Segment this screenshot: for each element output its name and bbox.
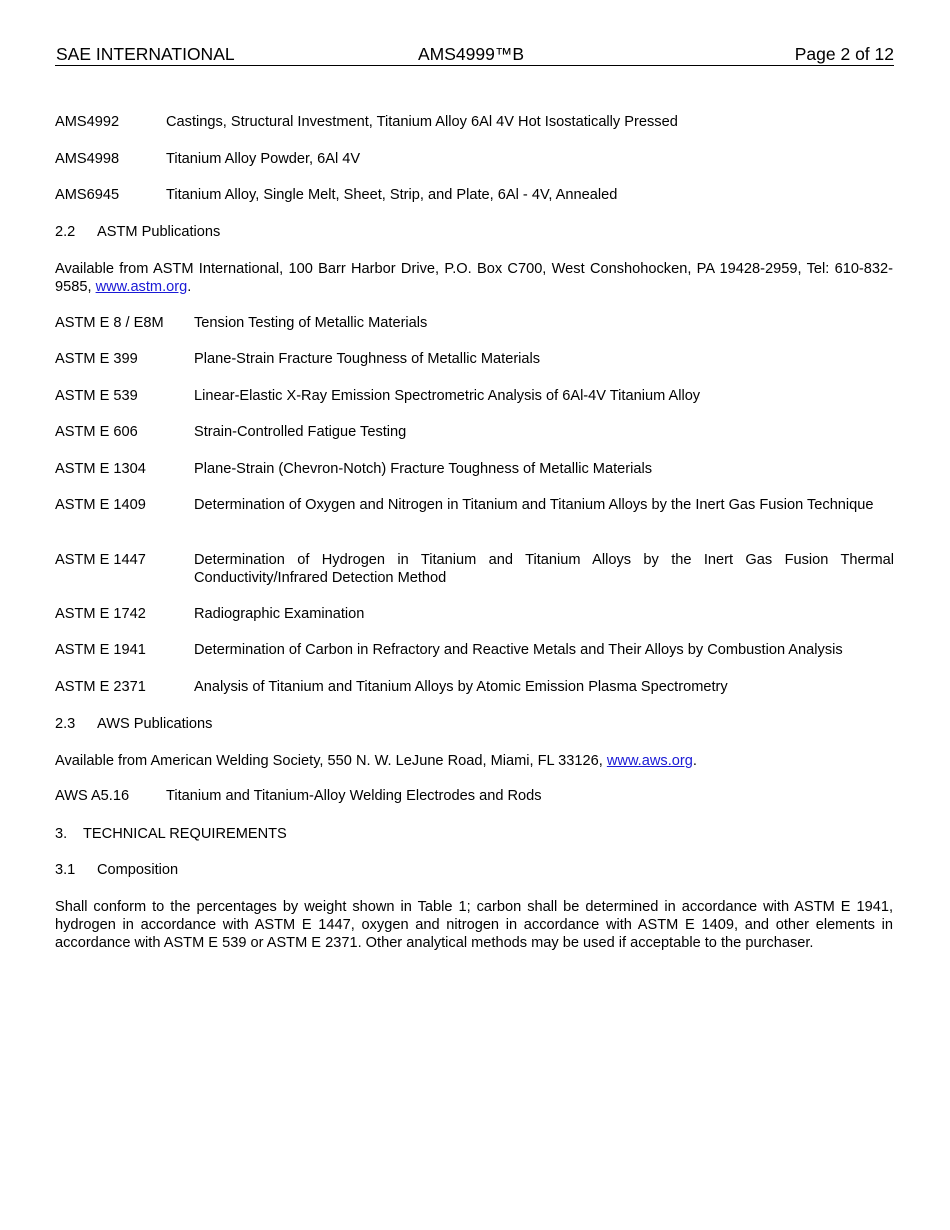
reference-code: ASTM E 8 / E8M	[55, 315, 164, 331]
astm-reference	[55, 315, 894, 333]
reference-title: Determination of Hydrogen in Titanium and Titanium Alloys by the Inert Gas Fusion Thermal Conductivity/Infrared Detection Method	[194, 552, 894, 586]
header-page-number: Page 2 of 12	[794, 44, 894, 64]
reference-code: AMS4998	[55, 151, 120, 167]
period: .	[187, 279, 192, 295]
section-title: Composition	[97, 862, 179, 878]
section-number: 3.	[55, 826, 68, 842]
astm-reference	[55, 642, 894, 660]
astm-reference	[55, 351, 894, 369]
section-number: 3.1	[55, 862, 76, 878]
section-number: 2.3	[55, 716, 76, 732]
period: .	[692, 753, 697, 769]
reference-title: Radiographic Examination	[194, 606, 365, 622]
astm-availability	[55, 260, 893, 296]
section-heading-3-1	[55, 861, 178, 879]
header-publisher: SAE INTERNATIONAL	[56, 44, 235, 64]
ams-reference	[55, 187, 894, 205]
astm-link[interactable]: www.astm.org	[95, 279, 188, 295]
astm-reference	[55, 606, 894, 624]
reference-title: Linear-Elastic X-Ray Emission Spectrometric Analysis of 6Al-4V Titanium Alloy	[194, 388, 701, 404]
reference-title: Determination of Oxygen and Nitrogen in Titanium and Titanium Alloys by the Inert Gas Fusion Technique	[194, 497, 874, 513]
availability-text: Available from ASTM International, 100 Barr Harbor Drive, P.O. Box C700, West Conshohocken, PA 19428-2959, Tel: 610-832-9585,	[55, 261, 893, 295]
section-title: TECHNICAL REQUIREMENTS	[83, 826, 287, 842]
reference-code: ASTM E 1447	[55, 552, 146, 568]
astm-reference	[55, 497, 894, 515]
astm-reference	[55, 388, 894, 406]
astm-reference	[55, 424, 894, 442]
section-title: ASTM Publications	[97, 224, 221, 240]
reference-code: ASTM E 1304	[55, 461, 146, 477]
astm-reference	[55, 461, 894, 479]
reference-code: ASTM E 1409	[55, 497, 146, 513]
reference-title: Titanium Alloy, Single Melt, Sheet, Strip, and Plate, 6Al - 4V, Annealed	[166, 187, 618, 203]
section-number: 2.2	[55, 224, 76, 240]
reference-title: Strain-Controlled Fatigue Testing	[194, 424, 407, 440]
reference-title: Analysis of Titanium and Titanium Alloys by Atomic Emission Plasma Spectrometry	[194, 679, 728, 695]
astm-reference	[55, 679, 894, 697]
composition-paragraph: Shall conform to the percentages by weight shown in Table 1; carbon shall be determined in accordance with ASTM E 1941, hydrogen in accordance with ASTM E 1447, oxygen and nitrogen in accordance with ASTM E 1409, and other elements in accordance with ASTM E 539 or ASTM E 2371. Other analytical methods may be used if acceptable to the purchaser.	[55, 899, 893, 951]
reference-code: AMS4992	[55, 114, 120, 130]
availability-text: Available from American Welding Society, 550 N. W. LeJune Road, Miami, FL 33126,	[55, 753, 607, 769]
reference-code: ASTM E 606	[55, 424, 138, 440]
aws-reference	[55, 788, 894, 806]
reference-title: Titanium Alloy Powder, 6Al 4V	[166, 151, 361, 167]
reference-code: AWS A5.16	[55, 788, 130, 804]
reference-title: Plane-Strain (Chevron-Notch) Fracture Toughness of Metallic Materials	[194, 461, 652, 477]
reference-code: ASTM E 539	[55, 388, 138, 404]
ams-reference	[55, 151, 894, 169]
reference-code: ASTM E 1742	[55, 606, 146, 622]
section-heading-2-2	[55, 223, 220, 241]
aws-link[interactable]: www.aws.org	[606, 753, 693, 769]
astm-reference	[55, 552, 894, 587]
section-title: AWS Publications	[97, 716, 213, 732]
reference-code: ASTM E 399	[55, 351, 138, 367]
reference-title: Castings, Structural Investment, Titanium Alloy 6Al 4V Hot Isostatically Pressed	[166, 114, 678, 130]
reference-title: Titanium and Titanium-Alloy Welding Electrodes and Rods	[166, 788, 542, 804]
header-document-number: AMS4999™B	[418, 44, 525, 64]
page-header	[55, 44, 894, 66]
reference-title: Plane-Strain Fracture Toughness of Metallic Materials	[194, 351, 541, 367]
reference-code: ASTM E 2371	[55, 679, 146, 695]
reference-code: AMS6945	[55, 187, 120, 203]
reference-title: Determination of Carbon in Refractory and Reactive Metals and Their Alloys by Combustion Analysis	[194, 642, 843, 658]
reference-title: Tension Testing of Metallic Materials	[194, 315, 428, 331]
ams-reference	[55, 114, 894, 132]
reference-code: ASTM E 1941	[55, 642, 146, 658]
section-heading-2-3	[55, 715, 212, 733]
section-heading-3	[55, 825, 287, 843]
aws-availability	[55, 752, 893, 770]
